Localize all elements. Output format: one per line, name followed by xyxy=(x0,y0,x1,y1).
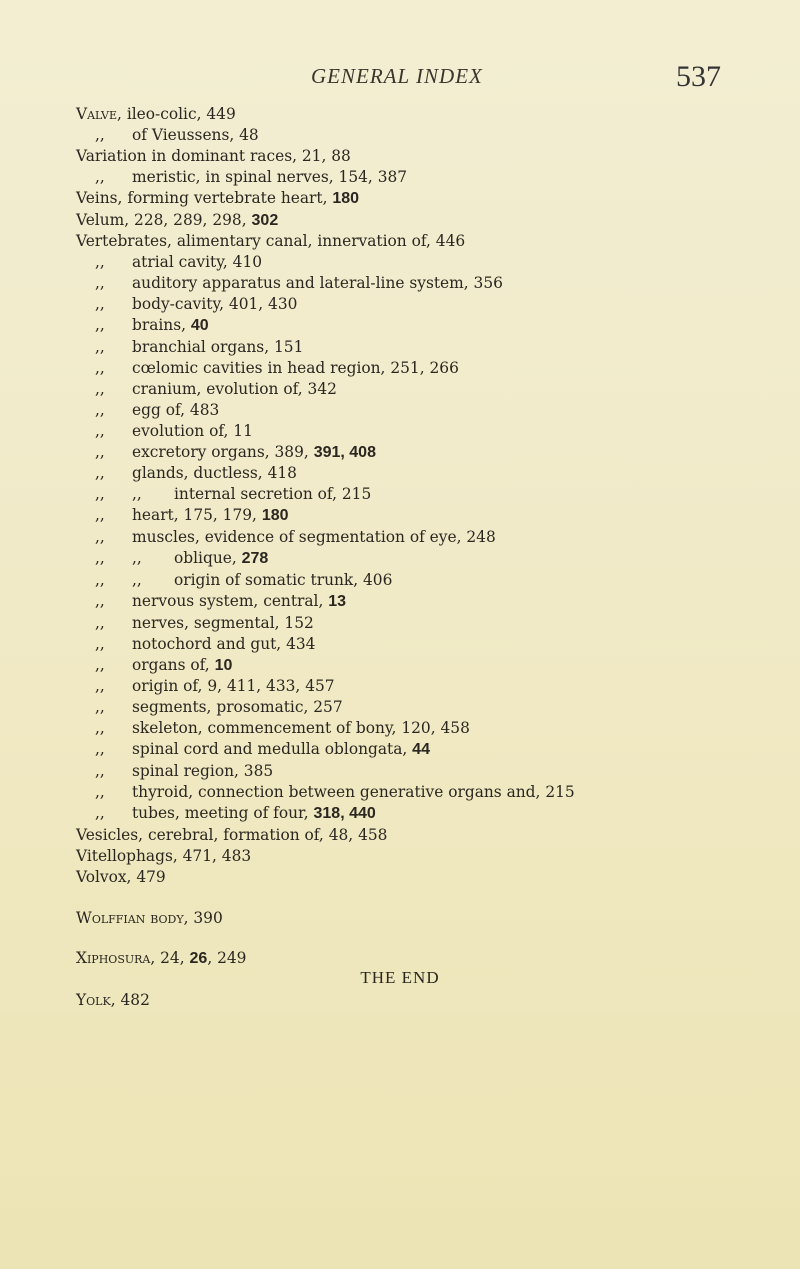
ditto-mark: ,, xyxy=(132,549,142,568)
ditto-mark: ,, xyxy=(132,485,142,504)
entry-text: spinal cord and medulla oblongata, xyxy=(132,740,413,759)
ditto-mark: ,, xyxy=(95,316,105,335)
entry-text: internal secretion of, 215 xyxy=(174,485,372,504)
index-subentry xyxy=(76,167,766,188)
ditto-mark: ,, xyxy=(95,464,105,483)
bold-page-ref: 10 xyxy=(214,656,233,674)
bold-page-ref: 302 xyxy=(251,211,279,229)
entry-text: auditory apparatus and lateral-line system, 356 xyxy=(132,274,503,293)
ditto-mark: ,, xyxy=(95,677,105,696)
index-subentry xyxy=(76,273,766,294)
entry-text: Vesicles, cerebral, formation of, 48, 458 xyxy=(76,825,388,844)
ditto-mark: ,, xyxy=(95,783,105,801)
index-subentry xyxy=(76,613,766,634)
entry-text: excretory organs, 389, xyxy=(132,442,314,461)
entry-text: notochord and gut, 434 xyxy=(132,634,316,653)
entry-text: body-cavity, 401, 430 xyxy=(132,295,298,314)
ditto-mark: ,, xyxy=(95,400,105,419)
index-entry xyxy=(76,867,766,888)
entry-text: cranium, evolution of, 342 xyxy=(132,379,337,398)
index-subentry xyxy=(76,548,766,570)
index-entry xyxy=(76,846,766,867)
entry-text: , 249 xyxy=(207,949,247,968)
index-subentry xyxy=(76,718,766,739)
index-subentry xyxy=(76,337,766,358)
ditto-mark: ,, xyxy=(95,379,105,398)
bold-page-ref: 13 xyxy=(328,592,347,610)
bold-page-ref: 391, 408 xyxy=(313,443,376,461)
running-head: GENERAL INDEX xyxy=(311,64,483,88)
index-subentry xyxy=(76,591,766,613)
bold-page-ref: 40 xyxy=(190,317,209,335)
ditto-mark: ,, xyxy=(95,719,105,738)
entry-text: Veins, forming vertebrate heart, xyxy=(76,188,333,207)
entry-text: organs of, xyxy=(132,655,215,674)
ditto-mark: ,, xyxy=(132,570,142,589)
index-subentry xyxy=(76,294,766,315)
ditto-mark: ,, xyxy=(95,698,105,717)
entry-text: thyroid, connection between generative organs and, 215 xyxy=(132,783,575,801)
index-entry xyxy=(76,825,766,846)
ditto-mark: ,, xyxy=(95,337,105,356)
ditto-mark: ,, xyxy=(95,485,105,504)
index-subentry xyxy=(76,315,766,337)
end-marker: THE END xyxy=(360,968,440,987)
ditto-mark: ,, xyxy=(95,740,105,759)
entry-text: egg of, 483 xyxy=(132,400,220,419)
index-subentry xyxy=(76,697,766,718)
entry-text: segments, prosomatic, 257 xyxy=(132,698,343,717)
bold-page-ref: 278 xyxy=(241,550,269,568)
ditto-mark: ,, xyxy=(95,358,105,377)
entry-text: branchial organs, 151 xyxy=(132,337,304,356)
index-subentry xyxy=(76,400,766,421)
bold-page-ref: 180 xyxy=(261,507,289,525)
ditto-mark: ,, xyxy=(95,442,105,461)
ditto-mark: ,, xyxy=(95,253,105,272)
entry-text: glands, ductless, 418 xyxy=(132,464,297,483)
ditto-mark: ,, xyxy=(95,803,105,822)
ditto-mark: ,, xyxy=(95,570,105,589)
index-subentry xyxy=(76,505,766,527)
entry-text: origin of somatic trunk, 406 xyxy=(174,570,393,589)
entry-text: nervous system, central, xyxy=(132,591,329,610)
entry-text: brains, xyxy=(132,316,191,335)
ditto-mark: ,, xyxy=(95,634,105,653)
entry-text: cœlomic cavities in head region, 251, 266 xyxy=(132,358,459,377)
entry-text: tubes, meeting of four, xyxy=(132,803,314,822)
entry-heading: Xiphosura xyxy=(76,949,151,968)
ditto-mark: ,, xyxy=(95,295,105,314)
index-entry xyxy=(76,188,766,210)
ditto-mark: ,, xyxy=(95,125,105,144)
index-subentry xyxy=(76,655,766,677)
entry-text: skeleton, commencement of bony, 120, 458 xyxy=(132,719,470,738)
index-entry xyxy=(76,210,766,232)
entry-heading: Yolk xyxy=(76,991,111,1010)
ditto-mark: ,, xyxy=(95,167,105,186)
index-subentry xyxy=(76,634,766,655)
bold-page-ref: 26 xyxy=(189,950,208,968)
entry-text: , 390 xyxy=(183,908,223,927)
entry-text: Vitellophags, 471, 483 xyxy=(76,846,252,865)
ditto-mark: ,, xyxy=(95,421,105,440)
index-entry xyxy=(76,146,766,167)
entry-text: atrial cavity, 410 xyxy=(132,253,263,272)
index-subentry xyxy=(76,421,766,442)
index-entry xyxy=(76,908,766,929)
index-subentry xyxy=(76,761,766,782)
bold-page-ref: 44 xyxy=(412,741,430,759)
index-subentry xyxy=(76,803,766,825)
page-header xyxy=(0,60,800,100)
index-entry xyxy=(76,990,766,1011)
index-entry xyxy=(76,104,766,125)
entry-text: spinal region, 385 xyxy=(132,762,274,781)
index-entries xyxy=(76,104,766,1011)
ditto-mark: ,, xyxy=(95,549,105,568)
entry-text: Variation in dominant races, 21, 88 xyxy=(76,146,351,165)
entry-gap xyxy=(76,888,766,908)
entry-text: evolution of, 11 xyxy=(132,421,253,440)
index-entry xyxy=(76,231,766,252)
index-subentry xyxy=(76,484,766,505)
index-subentry xyxy=(76,358,766,379)
entry-text: nerves, segmental, 152 xyxy=(132,613,314,632)
ditto-mark: ,, xyxy=(95,655,105,674)
ditto-mark: ,, xyxy=(95,613,105,632)
entry-text: , 24, xyxy=(150,949,190,968)
entry-text: of Vieussens, 48 xyxy=(132,125,259,144)
ditto-mark: ,, xyxy=(95,506,105,525)
ditto-mark: ,, xyxy=(95,528,105,547)
entry-text: heart, 175, 179, xyxy=(132,506,262,525)
entry-heading: Wolffian body xyxy=(76,908,184,927)
entry-text: oblique, xyxy=(174,549,242,568)
entry-heading: Valve xyxy=(76,105,118,123)
entry-text: , ileo-colic, 449 xyxy=(117,105,236,123)
entry-gap xyxy=(76,928,766,948)
entry-text: Vertebrates, alimentary canal, innervation of, 446 xyxy=(76,232,466,251)
entry-text: Velum, 228, 289, 298, xyxy=(76,210,252,229)
index-subentry xyxy=(76,782,766,803)
entry-text: Volvox, 479 xyxy=(76,867,166,886)
ditto-mark: ,, xyxy=(95,762,105,781)
entry-text: , 482 xyxy=(110,991,150,1010)
bold-page-ref: 180 xyxy=(332,189,360,207)
index-subentry xyxy=(76,379,766,400)
ditto-mark: ,, xyxy=(95,274,105,293)
index-subentry xyxy=(76,570,766,591)
index-subentry xyxy=(76,125,766,146)
index-subentry xyxy=(76,739,766,761)
entry-text: muscles, evidence of segmentation of eye, 248 xyxy=(132,528,496,547)
ditto-mark: ,, xyxy=(95,591,105,610)
index-subentry xyxy=(76,442,766,464)
entry-text: meristic, in spinal nerves, 154, 387 xyxy=(132,167,408,186)
index-subentry xyxy=(76,527,766,548)
index-subentry xyxy=(76,463,766,484)
entry-text: origin of, 9, 411, 433, 457 xyxy=(132,677,335,696)
index-subentry xyxy=(76,676,766,697)
index-subentry xyxy=(76,252,766,273)
page-number: 537 xyxy=(676,60,721,93)
bold-page-ref: 318, 440 xyxy=(313,804,376,822)
